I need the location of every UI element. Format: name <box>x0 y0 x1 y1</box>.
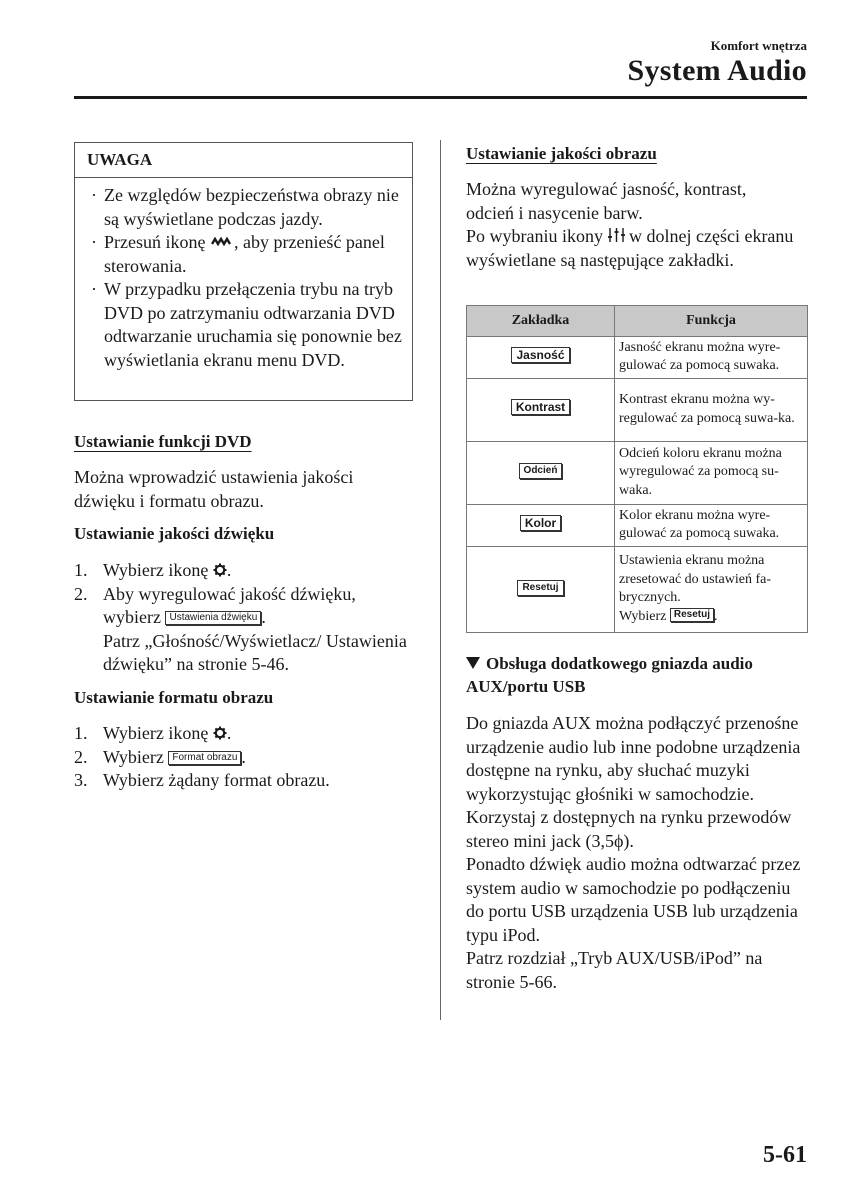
table-cell: Ustawienia ekranu można zresetować do ustawień fa-brycznych. Wybierz Resetuj . <box>615 547 808 633</box>
note-item: · W przypadku przełączenia trybu na tryb DVD po zatrzymaniu odtwarzania DVD odtwarzanie uruchamia się ponownie bez wyświetlania ekranu menu DVD. <box>91 278 404 372</box>
tab-color[interactable]: Kolor <box>520 515 561 531</box>
column-divider <box>440 140 441 1020</box>
aux-usb-text: Do gniazda AUX można podłączyć przenośne urządzenie audio lub inne podobne urządzenia dostępne na rynku, aby słuchać muzyki wykorzystując głośniki w samochodzie. Korzystaj z dostępnych na rynku przewodów stereo mini jack (3,5ϕ). Ponadto dźwięk audio można odtwarzać przez system audio w samochodzie po podłączeniu do portu USB urządzenia USB lub urządzenia typu iPod. Patrz rozdział „Tryb AUX/USB/iPod” na stronie 5-66. <box>466 713 801 992</box>
tab-tint[interactable]: Odcień <box>519 463 563 479</box>
table-row <box>467 379 808 442</box>
table-row <box>467 337 808 379</box>
gear-icon <box>213 726 227 740</box>
triangle-marker-icon <box>466 657 480 669</box>
picture-quality-text: Można wyregulować jasność, kontrast, odcień i nasycenie barw. Po wybraniu ikony w dolnej części ekranu wyświetlane są następujące zakładki. <box>466 179 794 270</box>
table-row <box>467 505 808 547</box>
table-cell: Kontrast ekranu można wy-regulować za pomocą suwa-ka. <box>615 379 808 442</box>
picture-format-heading: Ustawianie formatu obrazu <box>74 688 274 707</box>
table-cell: Kolor ekranu można wyre-gulować za pomocą suwaka. <box>615 505 808 547</box>
step-item: 1. Wybierz ikonę . <box>74 560 232 580</box>
sound-steps <box>74 559 414 677</box>
step-item: 3. Wybierz żądany format obrazu. <box>74 770 330 790</box>
note-heading: UWAGA <box>75 143 412 178</box>
page-number: 5-61 <box>763 1142 807 1168</box>
aux-usb-heading: Obsługa dodatkowego gniazda audio AUX/portu USB <box>466 654 753 696</box>
col-header-function: Funkcja <box>615 306 808 337</box>
col-header-tab: Zakładka <box>467 306 615 337</box>
adjust-sliders-icon <box>608 227 625 243</box>
table-cell: Odcień koloru ekranu można wyregulować za pomocą su-waka. <box>615 442 808 505</box>
table-header-row <box>467 306 808 337</box>
gear-icon <box>213 563 227 577</box>
section-label: Komfort wnętrza <box>710 38 807 53</box>
table-cell: Jasność ekranu można wyre-gulować za pomocą suwaka. <box>615 337 808 379</box>
tab-reset[interactable]: Resetuj <box>517 580 563 596</box>
reset-button[interactable]: Resetuj <box>670 608 714 622</box>
step-item: 2. Wybierz Format obrazu . <box>74 746 246 767</box>
sound-settings-button[interactable]: Ustawienia dźwięku <box>165 611 261 625</box>
note-list <box>75 178 412 372</box>
picture-quality-heading: Ustawianie jakości obrazu <box>466 144 657 163</box>
picture-format-button[interactable]: Format obrazu <box>168 751 241 765</box>
page-title: System Audio <box>627 54 807 87</box>
header-rule <box>74 96 807 99</box>
step-item: 1. Wybierz ikonę . <box>74 723 232 743</box>
tab-brightness[interactable]: Jasność <box>511 347 569 363</box>
sound-quality-heading: Ustawianie jakości dźwięku <box>74 524 275 543</box>
drag-handle-icon <box>211 236 233 246</box>
note-item: · Przesuń ikonę , aby przenieść panel sterowania. <box>91 231 404 278</box>
tabs-table <box>466 305 808 633</box>
table-row <box>467 547 808 633</box>
dvd-function-heading: Ustawianie funkcji DVD <box>74 432 252 451</box>
note-box <box>74 142 413 401</box>
step-item: 2. Aby wyregulować jakość dźwięku, wybierz Ustawienia dźwięku . Patrz „Głośność/Wyświetlacz/ Ustawienia dźwięku” na stronie 5-46. <box>74 583 407 674</box>
table-row <box>467 442 808 505</box>
dvd-function-text: Można wprowadzić ustawienia jakości dźwięku i formatu obrazu. <box>74 467 354 511</box>
tab-contrast[interactable]: Kontrast <box>511 399 570 415</box>
format-steps <box>74 722 414 793</box>
note-item: · Ze względów bezpieczeństwa obrazy nie są wyświetlane podczas jazdy. <box>91 184 404 231</box>
